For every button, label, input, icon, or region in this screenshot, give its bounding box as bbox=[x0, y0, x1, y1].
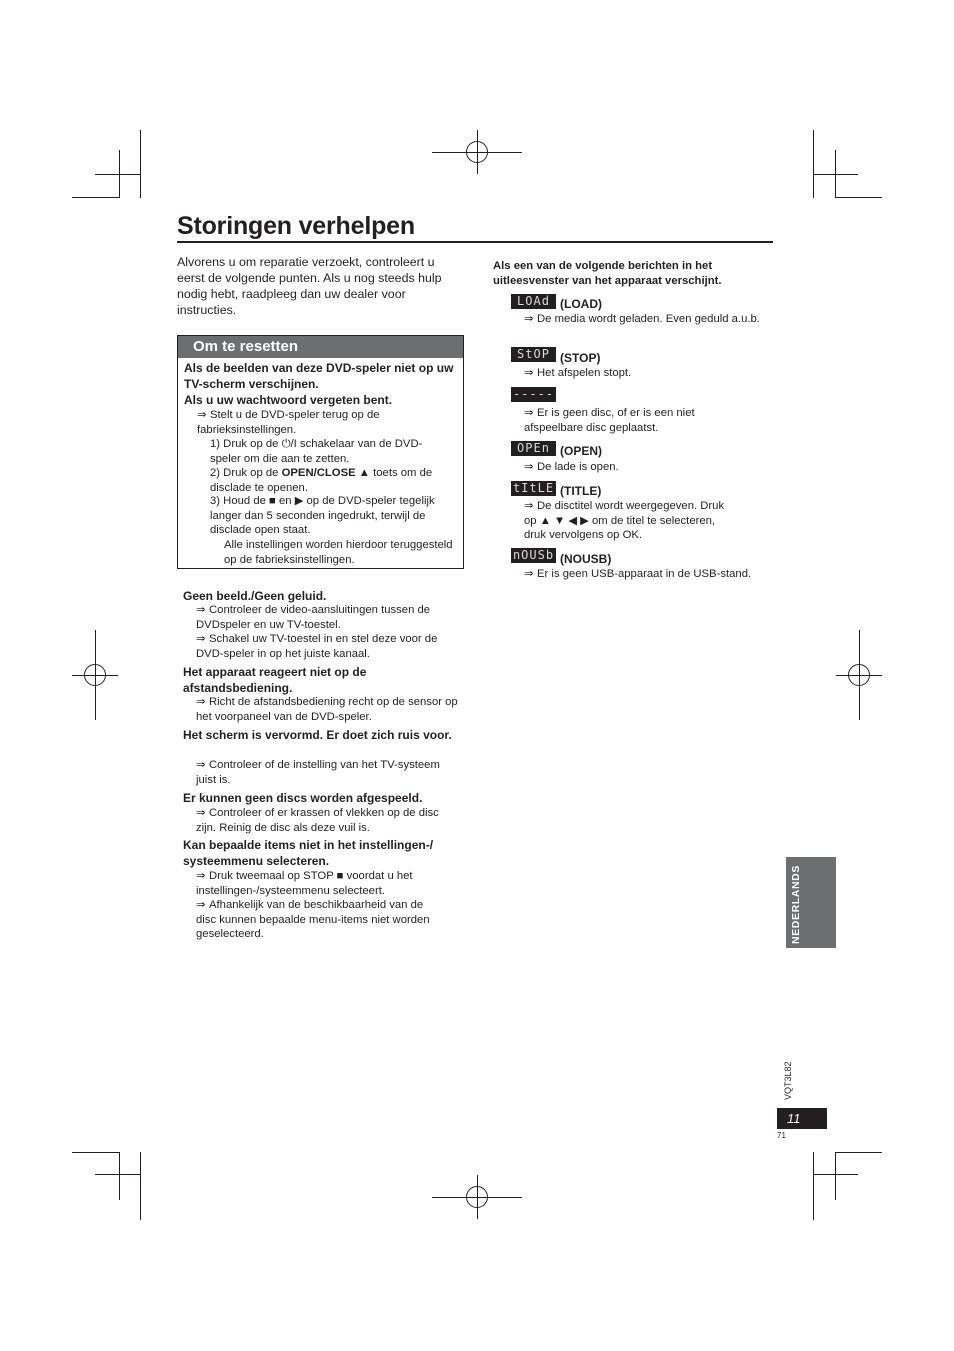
section-3-item-1-text: Controleer of de instelling van het TV-systeem juist is. bbox=[196, 759, 440, 786]
message-text-nodisc-body: Er is geen disc, of er is een niet afspeelbare disc geplaatst. bbox=[524, 407, 695, 434]
reset-box bbox=[177, 335, 464, 569]
reset-answer-text: Stelt u de DVD-speler terug op de fabrieksinstellingen. bbox=[197, 409, 380, 436]
section-head-4: Er kunnen geen discs worden afgespeeld. bbox=[183, 791, 423, 805]
section-1-item-1-text: Controleer de video-aansluitingen tussen de DVDspeler en uw TV-toestel. bbox=[196, 604, 431, 631]
arrow-icon: ⇒ bbox=[524, 461, 534, 473]
reset-step-2 bbox=[210, 466, 450, 495]
section-4-item-1-text: Controleer of er krassen of vlekken op de disc zijn. Reinig de disc als deze vuil is. bbox=[196, 807, 439, 834]
arrow-icon: ⇒ bbox=[196, 759, 206, 771]
section-head-1: Geen beeld./Geen geluid. bbox=[183, 589, 327, 603]
display-open-icon: OPEn bbox=[511, 441, 556, 456]
message-text-nodisc bbox=[524, 406, 734, 435]
message-text-nousb-body: Er is geen USB-apparaat in de USB-stand. bbox=[537, 568, 752, 580]
message-text-open-body: De lade is open. bbox=[537, 461, 619, 473]
section-head-3: Het scherm is vervormd. Er doet zich ruis voor. bbox=[183, 728, 452, 742]
arrow-icon: ⇒ bbox=[196, 604, 206, 616]
reset-step-2-text: 2) Druk op de bbox=[210, 467, 282, 479]
section-1-item-2 bbox=[196, 632, 458, 661]
message-label-nousb: (NOUSB) bbox=[560, 552, 612, 566]
reset-answer bbox=[197, 408, 457, 437]
language-tab-label: NEDERLANDS bbox=[790, 865, 802, 944]
reset-header: Om te resetten bbox=[178, 336, 463, 358]
arrow-icon: ⇒ bbox=[524, 500, 534, 512]
message-text-load-body: De media wordt geladen. Even geduld a.u.b. bbox=[537, 313, 760, 325]
section-2-item-1-text: Richt de afstandsbediening recht op de sensor op het voorpaneel van de DVD-speler. bbox=[196, 696, 458, 723]
arrow-icon: ⇒ bbox=[196, 633, 206, 645]
reset-step-3-note: Alle instellingen worden hierdoor teruggesteld op de fabrieksinstellingen. bbox=[224, 539, 453, 566]
arrow-icon: ⇒ bbox=[524, 407, 534, 419]
display-stop-icon: StOP bbox=[511, 347, 556, 362]
reset-question-1: Als de beelden van deze DVD-speler niet op uw TV-scherm verschijnen. bbox=[184, 361, 454, 391]
section-head-5: Kan bepaalde items niet in het instellingen-/ systeemmenu selecteren. bbox=[183, 838, 434, 868]
section-1-item-1 bbox=[196, 603, 458, 632]
arrow-icon: ⇒ bbox=[197, 409, 207, 421]
section-5-item-2-text: Afhankelijk van de beschikbaarheid van de disc kunnen bepaalde menu-items niet worden geselecteerd. bbox=[196, 899, 430, 940]
reset-step-1: 1) Druk op de ⏻/I schakelaar van de DVD-speler om die aan te zetten. bbox=[210, 438, 423, 465]
message-text-stop-body: Het afspelen stopt. bbox=[537, 367, 632, 379]
display-nodisc-icon: ----- bbox=[512, 387, 555, 401]
page-sub-number: 71 bbox=[777, 1131, 786, 1140]
section-4-item-1 bbox=[196, 806, 458, 835]
intro-text: Alvorens u om reparatie verzoekt, controleert u eerst de volgende punten. Als u nog steeds hulp nodig hebt, raadpleeg dan uw dealer voor instructies. bbox=[177, 255, 442, 317]
arrow-icon: ⇒ bbox=[524, 313, 534, 325]
page-number: 11 bbox=[777, 1108, 827, 1129]
message-label-title: (TITLE) bbox=[560, 484, 602, 498]
message-text-open bbox=[524, 460, 764, 475]
arrow-icon: ⇒ bbox=[196, 870, 206, 882]
arrow-icon: ⇒ bbox=[524, 568, 534, 580]
open-close-key: OPEN/CLOSE ▲ bbox=[281, 467, 370, 479]
display-messages-head: Als een van de volgende berichten in het uitleesvenster van het apparaat verschijnt. bbox=[493, 260, 722, 287]
page-title: Storingen verhelpen bbox=[177, 212, 415, 240]
message-text-nousb bbox=[524, 567, 774, 582]
display-title-icon: tItLE bbox=[512, 481, 555, 495]
section-2-item-1 bbox=[196, 695, 458, 724]
message-text-title-body: De disctitel wordt weergegeven. Druk op ▲ ▼ ◀ ▶ om de titel te selecteren, druk vervolgens op OK. bbox=[524, 500, 725, 541]
section-5-item-1-text: Druk tweemaal op STOP ■ voordat u het instellingen-/systeemmenu selecteert. bbox=[196, 870, 413, 897]
display-load-icon: LOAd bbox=[511, 294, 556, 309]
section-3-item-1 bbox=[196, 758, 458, 787]
section-5-item-2 bbox=[196, 898, 436, 942]
reset-question-2: Als u uw wachtwoord vergeten bent. bbox=[184, 393, 393, 407]
arrow-icon: ⇒ bbox=[196, 899, 206, 911]
message-label-open: (OPEN) bbox=[560, 444, 602, 458]
section-1-item-2-text: Schakel uw TV-toestel in en stel deze voor de DVD-speler in op het juiste kanaal. bbox=[196, 633, 438, 660]
arrow-icon: ⇒ bbox=[196, 696, 206, 708]
message-text-load bbox=[524, 312, 764, 327]
reset-step-3: 3) Houd de ■ en ▶ op de DVD-speler tegelijk langer dan 5 seconden ingedrukt, terwijl de disclade open staat. bbox=[210, 495, 435, 536]
document-code: VQT3L82 bbox=[783, 1061, 793, 1100]
arrow-icon: ⇒ bbox=[524, 367, 534, 379]
arrow-icon: ⇒ bbox=[196, 807, 206, 819]
message-label-load: (LOAD) bbox=[560, 297, 602, 311]
section-5-item-1 bbox=[196, 869, 436, 898]
title-rule bbox=[177, 241, 773, 243]
section-head-2: Het apparaat reageert niet op de afstandsbediening. bbox=[183, 665, 367, 695]
display-nousb-icon: nOUSb bbox=[512, 548, 555, 562]
reset-step-2-rest: toets om de disclade te openen. bbox=[210, 467, 433, 494]
message-text-title bbox=[524, 499, 734, 543]
message-text-stop bbox=[524, 366, 764, 381]
message-label-stop: (STOP) bbox=[560, 351, 601, 365]
